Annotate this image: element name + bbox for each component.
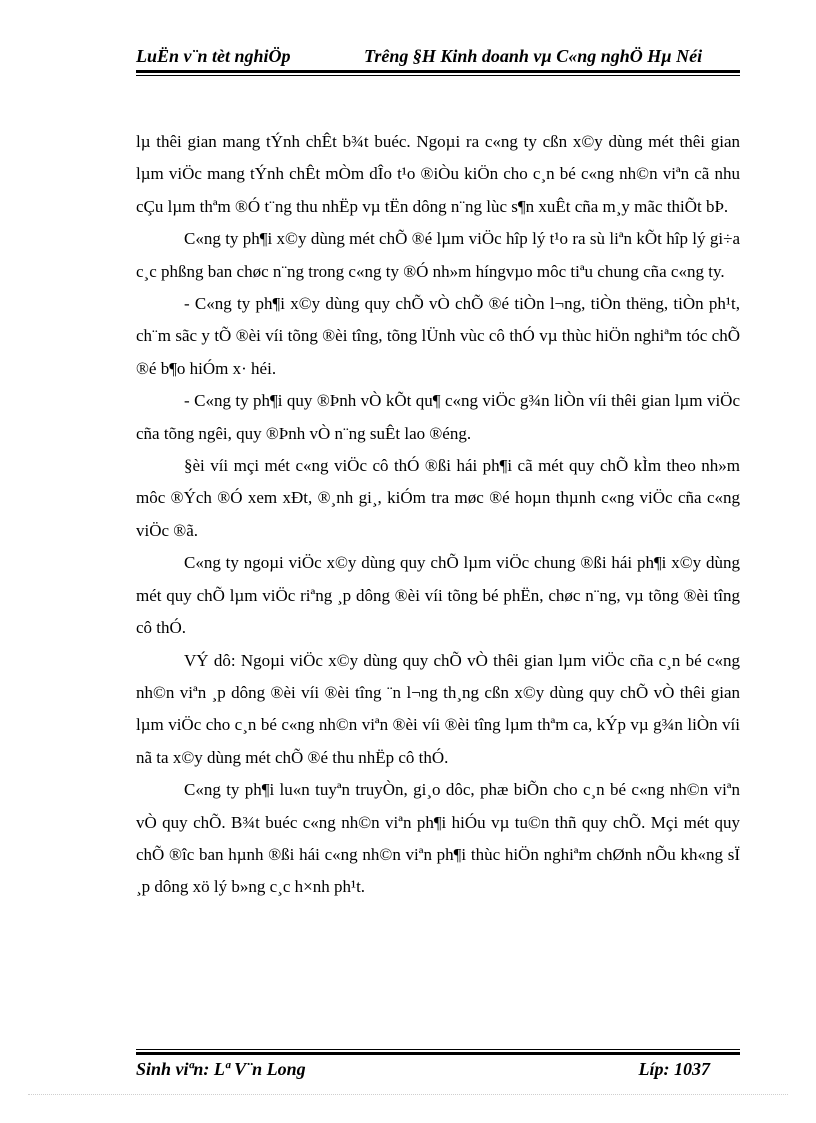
paragraph-2: C«ng ty ph¶i x©y dùng mét chÕ ®é lµm viÖc hîp lý t¹o ra sù liªn kÕt hîp lý gi÷a c¸c phßng ban chøc n¨ng trong c«ng ty ®Ó nh»m híngvµo môc tiªu chung cña c«ng ty. <box>136 229 740 281</box>
header-rule-thick <box>136 70 740 73</box>
page-bottom-dotted-line <box>28 1094 788 1095</box>
page-body <box>136 126 740 904</box>
paragraph-7: VÝ dô: Ngoµi viÖc x©y dùng quy chÕ vÒ thêi gian lµm viÖc cña c¸n bé c«ng nh©n viªn ¸p dông ®èi víi ®èi tîng ¨n l¬ng th¸ng cßn x©y dùng quy chÕ vÒ thêi gian lµm viÖc cho c¸n bé c«ng nh©n viªn ®èi víi ®èi tîng lµm thªm ca, kÝp vµ g¾n liÒn víi nã ta x©y dùng mét chÕ ®é thu nhËp cô thÓ. <box>136 650 740 767</box>
footer-student-name: Sinh viªn: Lª V¨n Long <box>136 1059 306 1079</box>
paragraph-1: lµ thêi gian mang tÝnh chÊt b¾t buéc. Ngoµi ra c«ng ty cßn x©y dùng mét thêi gian lµm viÖc mang tÝnh chÊt mÒm dÎo t¹o ®iÒu kiÖn cho c¸n bé c«ng nh©n viªn cã nhu cÇu lµm thªm ®Ó t¨ng thu nhËp vµ tËn dông n¨ng lùc s¶n xuÊt cña m¸y mãc thiÕt bÞ. <box>136 132 740 216</box>
paragraph-8: C«ng ty ph¶i lu«n tuyªn truyÒn, gi¸o dôc, phæ biÕn cho c¸n bé c«ng nh©n viªn vÒ quy chÕ. B¾t buéc c«ng nh©n viªn ph¶i hiÓu vµ tu©n thñ quy chÕ. Mçi mét quy chÕ ®îc ban hµnh ®ßi hái c«ng nh©n viªn ph¶i thùc hiÖn nghiªm chØnh nÕu kh«ng sÏ ¸p dông xö lý b»ng c¸c h×nh ph¹t. <box>136 780 740 897</box>
paragraph-3: - C«ng ty ph¶i x©y dùng quy chÕ vÒ chÕ ®é tiÒn l¬ng, tiÒn thëng, tiÒn ph¹t, ch¨m sãc y tÕ ®èi víi tõng ®èi tîng, tõng lÜnh vùc cô thÓ vµ thùc hiÖn nghiªm tóc chÕ ®é b¶o hiÓm x· héi. <box>136 294 740 378</box>
header-rule-thin <box>136 75 740 76</box>
footer-rule-thin <box>136 1049 740 1050</box>
footer-rule-thick <box>136 1052 740 1055</box>
footer-class-number: Líp: 1037 <box>638 1059 710 1079</box>
header-university-name: Trêng §H Kinh doanh vµ C«ng nghÖ Hµ Néi <box>364 46 703 66</box>
paragraph-4: - C«ng ty ph¶i quy ®Þnh vÒ kÕt qu¶ c«ng viÖc g¾n liÒn víi thêi gian lµm viÖc cña tõng ngêi, quy ®Þnh vÒ n¨ng suÊt lao ®éng. <box>136 391 740 443</box>
paragraph-6: C«ng ty ngoµi viÖc x©y dùng quy chÕ lµm viÖc chung ®ßi hái ph¶i x©y dùng mét quy chÕ lµm viÖc riªng ¸p dông ®èi víi tõng bé phËn, chøc n¨ng, vµ tõng ®èi tîng cô thÓ. <box>136 553 740 638</box>
paragraph-5: §èi víi mçi mét c«ng viÖc cô thÓ ®ßi hái ph¶i cã mét quy chÕ kÌm theo nh»m môc ®Ých ®Ó xem xÐt, ®¸nh gi¸, kiÓm tra møc ®é hoµn thµnh c«ng viÖc cña c«ng viÖc ®ã. <box>136 456 740 540</box>
header-thesis-title: LuËn v¨n tèt nghiÖp <box>136 46 291 66</box>
